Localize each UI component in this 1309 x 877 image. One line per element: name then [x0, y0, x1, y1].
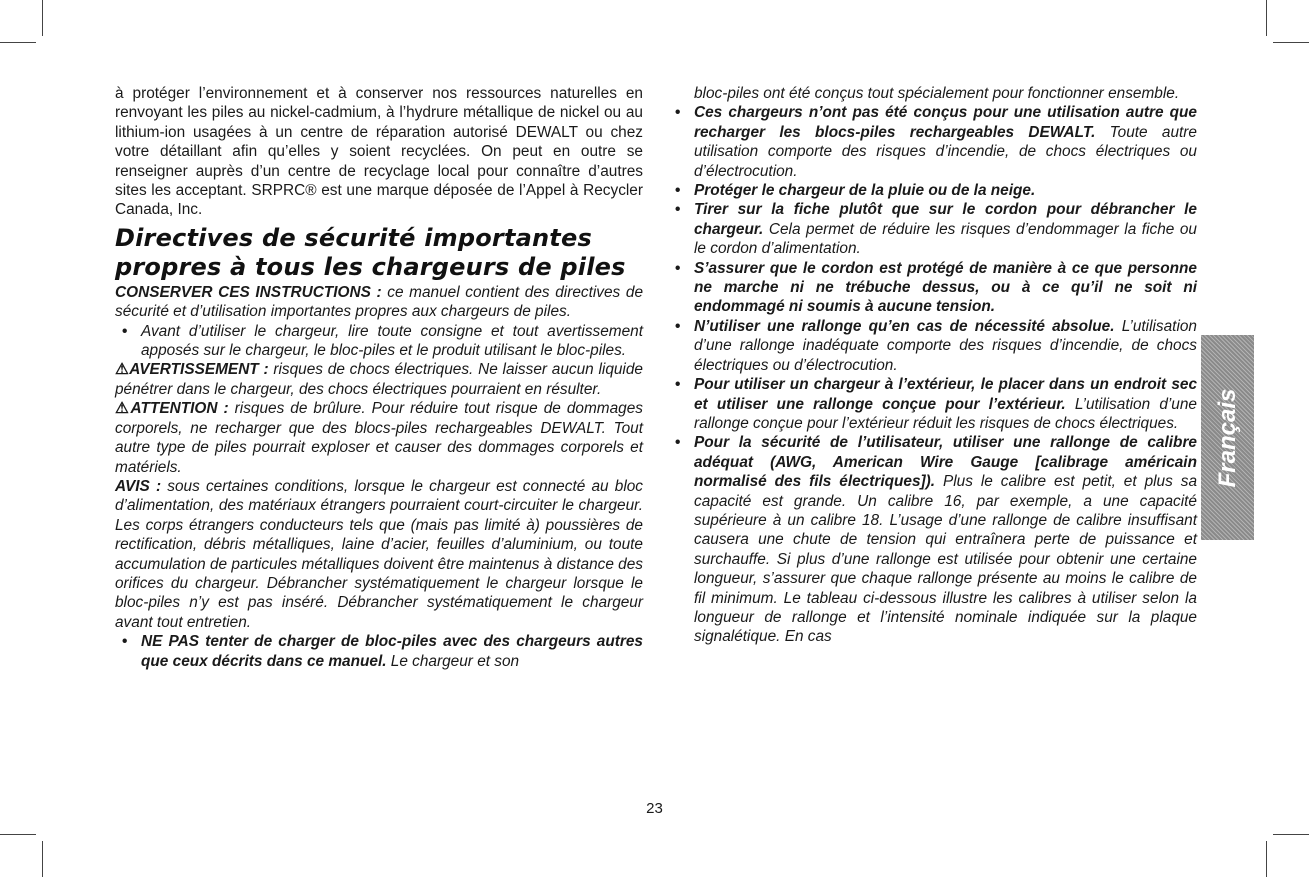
bullet-text: Plus le calibre est petit, et plus sa capacité est grande. Un calibre 16, par exemple, a une capacité supérieure à un calibre 18. L’usage d’une rallonge de calibre insuffisant causera une chute de tension qui entraînera perte de puissance et surchauffe. Si plus d’une rallonge est utilisée pour obtenir une certaine longueur, s’assurer que chaque rallonge présente au moins le calibre de fil minimum. Le tableau ci-dessous illustre les calibres à utiliser selon la longueur de rallonge et l’intensité nominale indiquée sur la plaque signalétique. En cas — [694, 473, 1197, 646]
bullet-bold-text: Pour la sécurité de l’utilisateur, utiliser une rallonge de calibre adéquat (AWG, American Wire Gauge [calibrage américain normalisé des fils électriques]). — [694, 434, 1197, 491]
bullet-bold-text: Ces chargeurs n’ont pas été conçus pour une utilisation autre que recharger les blocs-piles rechargeables DEWALT. — [694, 104, 1197, 141]
crop-mark — [42, 841, 43, 877]
conserver-paragraph — [115, 283, 643, 322]
conserver-label: CONSERVER CES INSTRUCTIONS : — [115, 283, 382, 301]
avertissement-label: AVERTISSEMENT : — [129, 361, 269, 379]
crop-mark — [1273, 42, 1309, 43]
bullet-text: L’utilisation d’une rallonge conçue pour l’extérieur réduit les risques de chocs électriques. — [694, 395, 1197, 432]
bullet-read-instructions: • Avant d’utiliser le chargeur, lire toute consigne et tout avertissement apposés sur le chargeur, le bloc-piles et le produit utilisant le bloc-piles. — [115, 322, 643, 361]
bullet-text: Cela permet de réduire les risques d’endommager la fiche ou le cordon d’alimentation. — [694, 220, 1197, 258]
crop-mark — [0, 42, 36, 43]
bullet-text: Toute autre utilisation comporte des risques d’incendie, de chocs électriques ou d’électrocution. — [694, 123, 1197, 180]
bullet-tirer-fiche — [668, 200, 1197, 258]
recycling-paragraph: à protéger l’environnement et à conserver nos ressources naturelles en renvoyant les piles au nickel-cadmium, à l’hydrure métallique de nickel ou au lithium-ion usagées à un centre de réparation autorisé DEWALT ou chez votre détaillant afin qu’elles y soient recyclées. On peut en outre se renseigner auprès d’un centre de recyclage local pour connaître d’autres sites les acceptant. SRPRC® est une marque déposée de l’Appel à Recycler Canada, Inc. — [115, 85, 643, 219]
bullet-ne-pas-charger — [115, 632, 643, 671]
bullet-bold-text: S’assurer que le cordon est protégé de manière à ce que personne ne marche ni ne trébuche dessus, ou à ce qu’il ne soit ni endommagé ni soumis à aucune tension. — [694, 259, 1197, 316]
bullet-bold-text: NE PAS tenter de charger de bloc-piles avec des chargeurs autres que ceux décrits dans ce manuel. — [141, 633, 643, 670]
attention-paragraph — [115, 399, 643, 477]
crop-mark — [1273, 834, 1309, 835]
crop-mark — [1266, 841, 1267, 877]
avis-text: sous certaines conditions, lorsque le chargeur est connecté au bloc d’alimentation, des matériaux étrangers pourraient court-circuiter le chargeur. Les corps étrangers conducteurs tels que (mais pas limité à) poussières de rectification, débris métalliques, laine d’acier, feuilles d’aluminium, ou toute accumulation de particules métalliques doivent être maintenus à distance des orifices du chargeur. Débrancher systématiquement le chargeur lorsque le bloc-piles n’y est pas inséré. Débrancher systématiquement le chargeur avant tout entretien. — [115, 477, 643, 631]
bullet-pluie-neige — [668, 181, 1197, 200]
attention-text: risques de brûlure. Pour réduire tout risque de dommages corporels, ne recharger que des blocs-piles rechargeables DEWALT. Tout autre type de piles pourrait exploser et causer des dommages corporels et matériels. — [115, 400, 643, 476]
bullet-cordon-protege — [668, 259, 1197, 317]
attention-label: ATTENTION : — [130, 400, 229, 418]
crop-mark — [0, 834, 36, 835]
bullet-bold-text: N’utiliser une rallonge qu’en cas de nécessité absolue. — [694, 317, 1115, 335]
bullet-text: L’utilisation d’une rallonge inadéquate comporte des risques d’incendie, de chocs électriques ou d’électrocution. — [694, 317, 1197, 374]
bullet-rallonge-necessite — [668, 317, 1197, 375]
left-column — [115, 84, 643, 671]
warning-icon: ⚠ — [115, 361, 130, 379]
continued-text: bloc-piles ont été conçus tout spécialement pour fonctionner ensemble. — [694, 85, 1180, 102]
avertissement-text: risques de chocs électriques. Ne laisser aucun liquide pénétrer dans le chargeur, des chocs électriques pourraient en résulter. — [115, 361, 643, 398]
conserver-text: ce manuel contient des directives de sécurité et d’utilisation importantes propres aux chargeurs de piles. — [115, 283, 643, 321]
section-heading — [115, 224, 643, 282]
language-side-tab — [1201, 335, 1254, 540]
bullet-bold-text: Tirer sur la fiche plutôt que sur le cordon pour débrancher le chargeur. — [694, 201, 1197, 238]
avis-paragraph — [115, 477, 643, 632]
bullet-text: Le chargeur et son — [386, 652, 520, 670]
heading-line-1: Directives de sécurité importantes — [115, 223, 592, 252]
language-tab-label: Français — [1213, 388, 1241, 487]
right-column — [668, 84, 1197, 647]
bullet-bold-text: Protéger le chargeur de la pluie ou de la neige. — [694, 182, 1036, 200]
bullet-bold-text: Pour utiliser un chargeur à l’extérieur, le placer dans un endroit sec et utiliser une rallonge conçue pour l’extérieur. — [694, 376, 1197, 413]
bullet-usage-chargeur — [668, 103, 1197, 181]
warning-icon: ⚠ — [115, 400, 131, 418]
page-number: 23 — [646, 800, 663, 817]
crop-mark — [1266, 0, 1267, 36]
heading-line-2: propres à tous les chargeurs de piles — [115, 252, 626, 281]
bullet-calibre-awg — [668, 433, 1197, 646]
bullet-exterieur — [668, 375, 1197, 433]
crop-mark — [42, 0, 43, 36]
avis-label: AVIS : — [115, 477, 162, 495]
avertissement-paragraph — [115, 360, 643, 399]
